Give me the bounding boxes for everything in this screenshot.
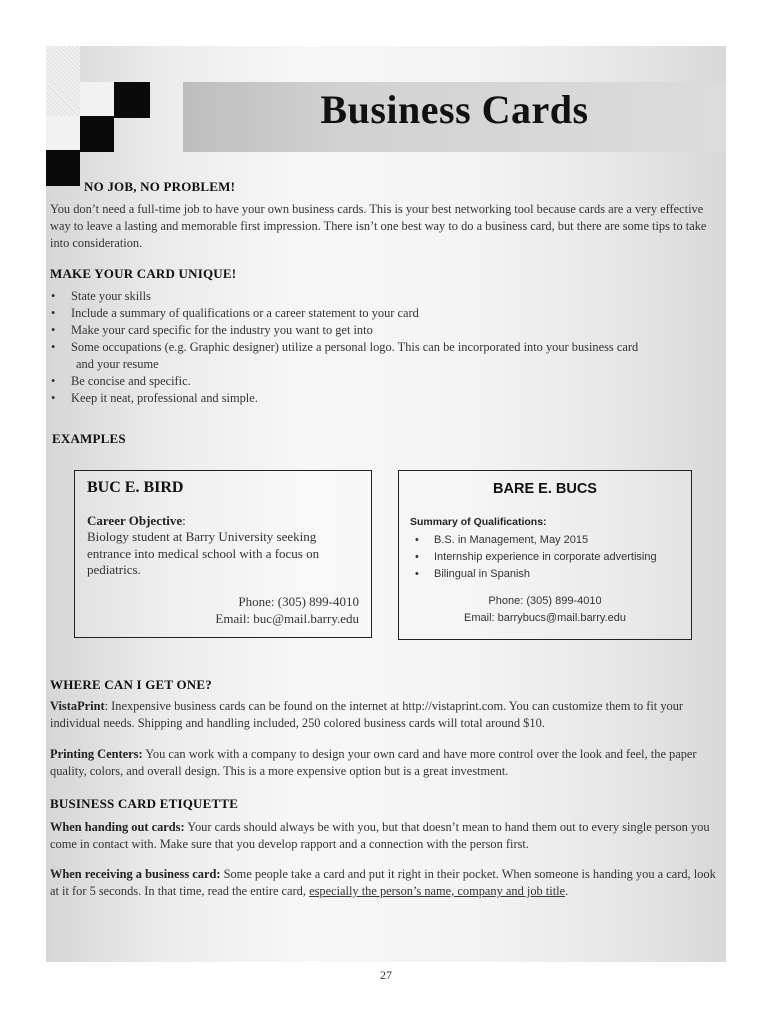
list-item-continuation: and your resume	[76, 357, 159, 371]
page	[46, 46, 726, 982]
list-item: • Internship experience in corporate advertising	[415, 551, 657, 563]
list-item: • B.S. in Management, May 2015	[415, 534, 589, 546]
page-title: Business Cards	[320, 87, 589, 132]
etiquette-heading: BUSINESS CARD ETIQUETTE	[50, 796, 239, 811]
intro-text: You don’t need a full-time job to have your own business cards. This is your best networking tool because cards are a very effective way to leave a lasting and memorable first impression. There isn’t one best way to do a business card, but there are some tips to take into consideration.	[50, 202, 707, 250]
corner-square-dark	[80, 116, 114, 152]
business-card-example-2	[398, 470, 692, 640]
card-label: Career Objective:	[87, 513, 186, 528]
card-text: Biology student at Barry University seeking entrance into medical school with a focus on pediatrics.	[87, 529, 320, 577]
card-name: BARE E. BUCS	[493, 481, 597, 497]
where-heading: WHERE CAN I GET ONE?	[50, 677, 212, 692]
examples-heading: EXAMPLES	[52, 431, 126, 446]
card-qualifications-list	[410, 532, 657, 583]
corner-square-light	[46, 116, 80, 150]
list-item: • Be concise and specific.	[51, 374, 191, 388]
card-label: Summary of Qualifications:	[410, 516, 547, 528]
page-number: 27	[380, 968, 392, 982]
receiving-paragraph: When receiving a business card: Some people take a card and put it right in their pocket. When someone is handing you a card, look at it for 5 seconds. In that time, read the entire card, especially the person’s name, company and job title.	[50, 867, 716, 898]
title-band	[183, 82, 726, 152]
card-phone: Phone: (305) 899-4010	[488, 595, 602, 607]
intro-heading: NO JOB, NO PROBLEM!	[84, 179, 236, 194]
corner-square-light	[80, 82, 114, 116]
list-item: • Bilingual in Spanish	[415, 568, 531, 580]
unique-list	[50, 288, 710, 407]
card-phone: Phone: (305) 899-4010	[238, 594, 359, 609]
card-email: Email: barrybucs@mail.barry.edu	[464, 612, 626, 624]
list-item: • Some occupations (e.g. Graphic designer) utilize a personal logo. This can be incorporated into your business card	[51, 340, 639, 354]
business-card-example-1	[74, 470, 372, 638]
handing-out-paragraph: When handing out cards: Your cards should always be with you, but that doesn’t mean to hand them out to every single person you come in contact with. Make sure that you develop rapport and a connection with the person first.	[50, 820, 710, 851]
card-email: Email: buc@mail.barry.edu	[215, 611, 359, 626]
list-item: • Include a summary of qualifications or a career statement to your card	[51, 306, 419, 320]
list-item: • State your skills	[51, 289, 151, 303]
corner-square-dark	[46, 150, 80, 186]
list-item: • Keep it neat, professional and simple.	[51, 391, 258, 405]
unique-heading: MAKE YOUR CARD UNIQUE!	[50, 266, 237, 281]
printing-centers-paragraph: Printing Centers: You can work with a company to design your own card and have more control over the look and feel, the paper quality, colors, and overall design. This is a more expensive option but is a great investment.	[50, 747, 697, 778]
list-item: • Make your card specific for the industry you want to get into	[51, 323, 373, 337]
corner-square-dark	[114, 82, 150, 118]
vistaprint-paragraph: VistaPrint: Inexpensive business cards can be found on the internet at http://vistaprint.com. You can customize them to fit your individual needs. Shipping and handling included, 250 colored business cards will total around $10.	[50, 699, 684, 730]
card-name: BUC E. BIRD	[87, 479, 184, 496]
